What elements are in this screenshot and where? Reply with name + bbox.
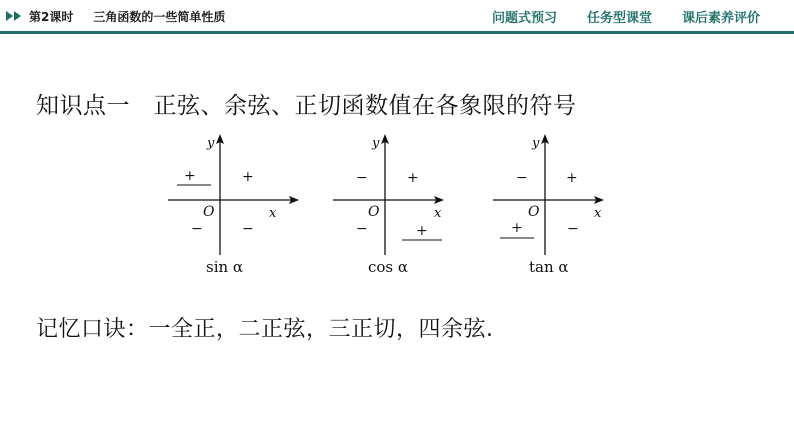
origin-label: O — [203, 204, 215, 220]
top-bar — [0, 0, 794, 34]
quadrant-1-sign: + — [242, 169, 254, 185]
header-divider — [0, 31, 794, 34]
play-icon — [14, 11, 21, 21]
x-axis-label: x — [594, 206, 602, 221]
quadrant-2-sign: + — [184, 168, 196, 184]
quadrant-3-sign: + — [511, 220, 523, 236]
function-label: sin α — [206, 258, 244, 276]
lesson-breadcrumb — [6, 6, 225, 26]
quadrant-3-sign: − — [191, 221, 203, 237]
quadrant-4-sign: + — [416, 223, 428, 239]
y-axis-label: y — [532, 136, 540, 151]
y-axis-label: y — [372, 136, 380, 151]
tab-preview[interactable]: 问题式预习 — [491, 10, 557, 26]
lesson-title: 三角函数的一些简单性质 — [93, 9, 226, 24]
tan-sign-diagram — [490, 125, 630, 285]
cos-sign-diagram — [330, 125, 470, 285]
function-label: cos α — [368, 258, 409, 276]
tab-classroom[interactable]: 任务型课堂 — [586, 10, 652, 26]
function-label: tan α — [529, 258, 569, 276]
quadrant-4-sign: − — [567, 221, 579, 237]
mnemonic-text: 记忆口诀：一全正，二正弦，三正切，四余弦. — [36, 317, 494, 342]
quadrant-2-sign: − — [516, 170, 528, 186]
sin-sign-diagram — [165, 125, 305, 285]
nav-tabs — [462, 6, 760, 26]
play-icon — [6, 11, 13, 21]
origin-label: O — [368, 204, 380, 220]
y-axis-label: y — [207, 136, 215, 151]
x-axis-label: x — [434, 206, 442, 221]
quadrant-2-sign: − — [356, 170, 368, 186]
lesson-number: 第2课时 — [29, 9, 74, 24]
origin-label: O — [528, 204, 540, 220]
section-heading: 知识点一 正弦、余弦、正切函数值在各象限的符号 — [36, 93, 577, 119]
quadrant-1-sign: + — [407, 170, 419, 186]
quadrant-4-sign: − — [242, 221, 254, 237]
x-axis-label: x — [269, 206, 277, 221]
quadrant-1-sign: + — [566, 170, 578, 186]
quadrant-3-sign: − — [356, 221, 368, 237]
tab-evaluation[interactable]: 课后素养评价 — [681, 10, 760, 26]
